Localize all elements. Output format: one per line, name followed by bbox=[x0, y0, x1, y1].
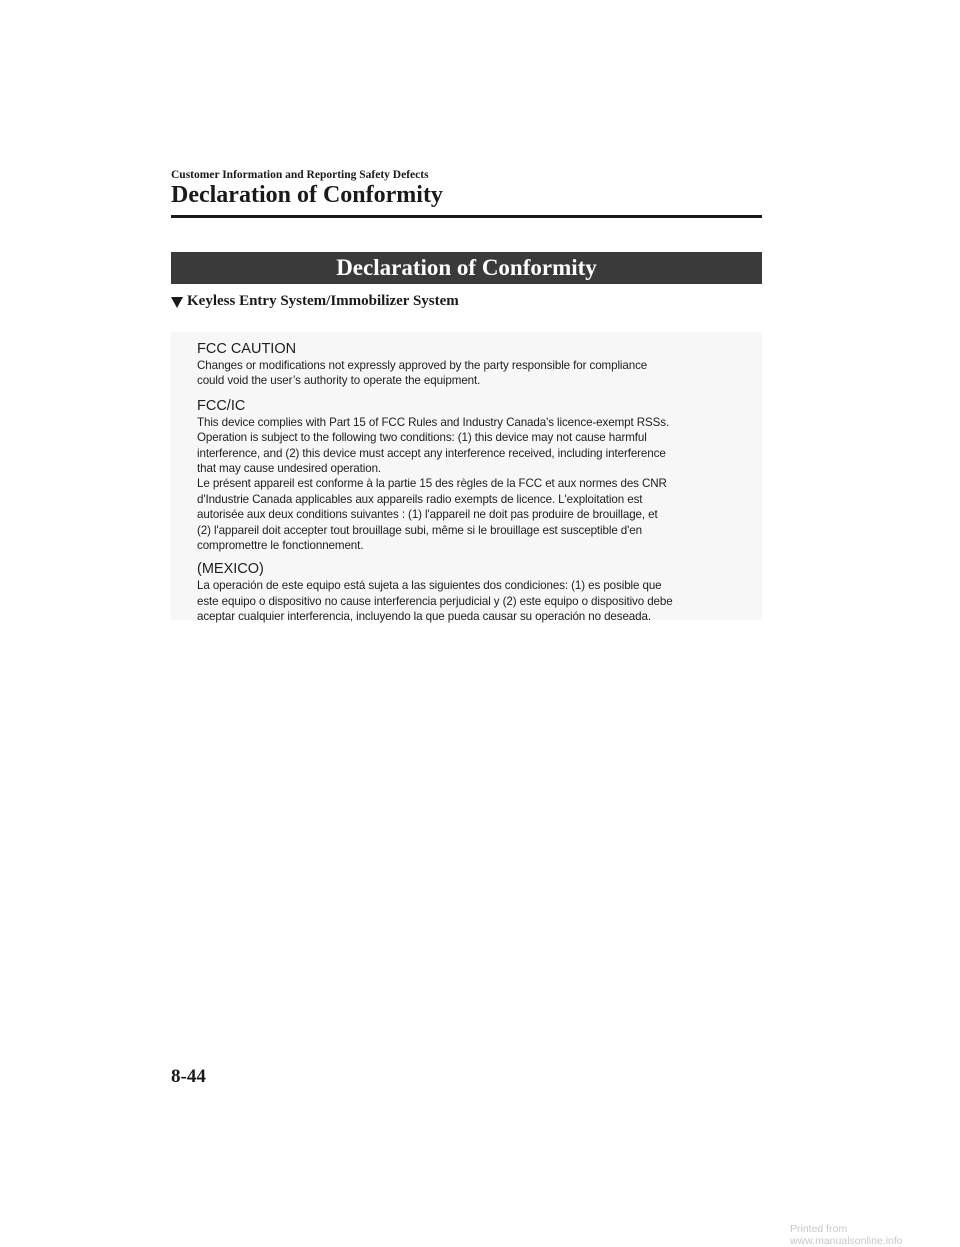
fcc-ic-line: autorisée aux deux conditions suivantes : (1) l'appareil ne doit pas produire de brouillage, et bbox=[197, 508, 658, 522]
page-number: 8-44 bbox=[171, 1066, 206, 1087]
fcc-ic-line: d'Industrie Canada applicables aux appareils radio exempts de licence. L'exploitation est bbox=[197, 492, 643, 506]
triangle-down-icon bbox=[171, 297, 183, 308]
mexico-line: este equipo o dispositivo no cause interferencia perjudicial y (2) este equipo o dispositivo debe bbox=[197, 594, 673, 608]
footer-url: Printed from www.manualsonline.info bbox=[790, 1223, 903, 1247]
fcc-ic-line: interference, and (2) this device must accept any interference received, including interference bbox=[197, 446, 666, 460]
mexico-line: La operación de este equipo está sujeta a las siguientes dos condiciones: (1) es posible que bbox=[197, 579, 662, 593]
subheading-text: Keyless Entry System/Immobilizer System bbox=[187, 293, 459, 309]
mexico-line: aceptar cualquier interferencia, incluyendo la que pueda causar su operación no deseada. bbox=[197, 610, 651, 624]
section-banner bbox=[171, 252, 762, 284]
breadcrumb: Customer Information and Reporting Safety Defects bbox=[171, 169, 429, 181]
fcc-ic-line: that may cause undesired operation. bbox=[197, 462, 382, 476]
regulatory-notice-image bbox=[171, 332, 762, 624]
fcc-ic-line: This device complies with Part 15 of FCC Rules and Industry Canada's licence-exempt RSSs. bbox=[197, 415, 670, 429]
section-banner-text: Declaration of Conformity bbox=[336, 255, 597, 280]
fcc-caution-line: could void the user’s authority to operate the equipment. bbox=[197, 374, 481, 388]
fcc-ic-line: compromettre le fonctionnement. bbox=[197, 539, 364, 553]
fcc-ic-line: Le présent appareil est conforme à la partie 15 des règles de la FCC et aux normes des CNR bbox=[197, 477, 667, 491]
fcc-caution-heading: FCC CAUTION bbox=[197, 341, 297, 357]
fcc-ic-line: Operation is subject to the following two conditions: (1) this device may not cause harmful bbox=[197, 431, 647, 445]
fcc-ic-heading: FCC/IC bbox=[197, 397, 246, 414]
subheading bbox=[171, 293, 459, 310]
mexico-heading: (MEXICO) bbox=[197, 561, 264, 578]
fcc-caution-line: Changes or modifications not expressly approved by the party responsible for compliance bbox=[197, 359, 648, 372]
page-title: Declaration of Conformity bbox=[171, 182, 443, 208]
fcc-ic-line: (2) l'appareil doit accepter tout brouillage subi, même si le brouillage est susceptible d'en bbox=[197, 523, 642, 537]
title-divider bbox=[171, 215, 762, 218]
